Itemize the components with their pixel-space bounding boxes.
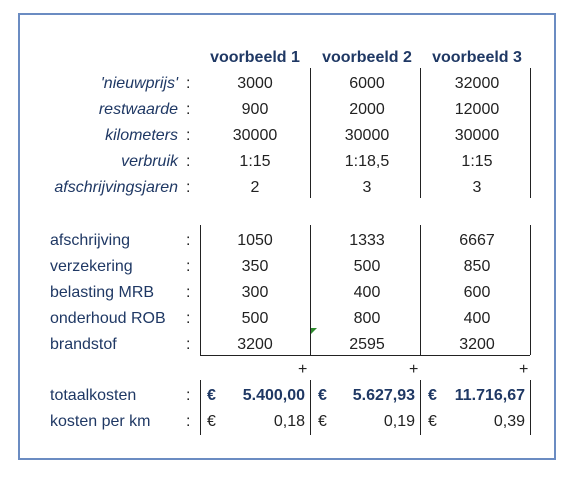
- colon: :: [186, 101, 191, 118]
- divider: [310, 380, 311, 435]
- cell-value: 3: [362, 179, 372, 196]
- cell-value: 6000: [349, 75, 385, 92]
- total-value: 5.400,00: [242, 387, 305, 404]
- cell-value: 3000: [237, 75, 273, 92]
- plus-sign: +: [298, 361, 308, 378]
- cell-value: 30000: [344, 127, 390, 144]
- row-label: afschrijving: [50, 232, 131, 249]
- colon: :: [186, 336, 191, 353]
- colon: :: [186, 179, 191, 196]
- cell-value: 600: [463, 284, 491, 301]
- cell-value: 900: [241, 101, 269, 118]
- cell-value: 2: [250, 179, 260, 196]
- column-header-2: voorbeeld 2: [322, 49, 412, 66]
- colon: :: [186, 75, 191, 92]
- row-label: 'nieuwprijs': [100, 75, 178, 92]
- euro-sign: €: [428, 387, 437, 404]
- total-value: 11.716,67: [454, 387, 525, 404]
- cell-value: 500: [353, 258, 381, 275]
- per-km-label: kosten per km: [50, 413, 151, 430]
- cell-value: 500: [241, 310, 269, 327]
- colon: :: [186, 413, 191, 430]
- total-value: 5.627,93: [352, 387, 415, 404]
- cell-value: 800: [353, 310, 381, 327]
- divider: [530, 380, 531, 435]
- divider: [310, 225, 311, 355]
- euro-sign: €: [318, 413, 327, 430]
- cell-value: 1:15: [461, 153, 493, 170]
- sum-line: [200, 355, 530, 356]
- colon: :: [186, 284, 191, 301]
- cell-value: 3: [472, 179, 482, 196]
- row-label: onderhoud ROB: [50, 310, 166, 327]
- row-label: brandstof: [50, 336, 117, 353]
- per-km-value: 0,19: [383, 413, 415, 430]
- divider: [420, 380, 421, 435]
- cell-value: 2000: [349, 101, 385, 118]
- column-header-3: voorbeeld 3: [432, 49, 522, 66]
- cell-value: 30000: [454, 127, 500, 144]
- cell-value: 32000: [454, 75, 500, 92]
- plus-sign: +: [409, 361, 419, 378]
- row-label: kilometers: [105, 127, 178, 144]
- row-label: verzekering: [50, 258, 133, 275]
- euro-sign: €: [428, 413, 437, 430]
- per-km-value: 0,18: [273, 413, 305, 430]
- cell-value: 400: [353, 284, 381, 301]
- cell-value: 2595: [349, 336, 385, 353]
- totals-label: totaalkosten: [50, 387, 137, 404]
- cell-value: 3200: [459, 336, 495, 353]
- colon: :: [186, 310, 191, 327]
- row-label: belasting MRB: [50, 284, 155, 301]
- cell-value: 1:15: [239, 153, 271, 170]
- row-label: restwaarde: [98, 101, 178, 118]
- colon: :: [186, 258, 191, 275]
- cell-value: 1050: [237, 232, 273, 249]
- colon: :: [186, 127, 191, 144]
- cell-value: 12000: [454, 101, 500, 118]
- row-label: afschrijvingsjaren: [54, 179, 178, 196]
- cell-value: 6667: [459, 232, 495, 249]
- column-header-1: voorbeeld 1: [210, 49, 300, 66]
- cell-value: 1:18,5: [344, 153, 390, 170]
- cell-value: 850: [463, 258, 491, 275]
- cell-value: 30000: [232, 127, 278, 144]
- euro-sign: €: [318, 387, 327, 404]
- row-label: verbruik: [121, 153, 178, 170]
- euro-sign: €: [207, 413, 216, 430]
- colon: :: [186, 232, 191, 249]
- per-km-value: 0,39: [493, 413, 525, 430]
- euro-sign: €: [207, 387, 216, 404]
- plus-sign: +: [519, 361, 529, 378]
- cell-value: 3200: [237, 336, 273, 353]
- divider: [200, 380, 201, 435]
- cell-value: 350: [241, 258, 269, 275]
- colon: :: [186, 153, 191, 170]
- cell-comment-indicator: [311, 328, 317, 334]
- cell-value: 400: [463, 310, 491, 327]
- colon: :: [186, 387, 191, 404]
- cell-value: 300: [241, 284, 269, 301]
- cell-value: 1333: [349, 232, 385, 249]
- divider: [310, 68, 311, 198]
